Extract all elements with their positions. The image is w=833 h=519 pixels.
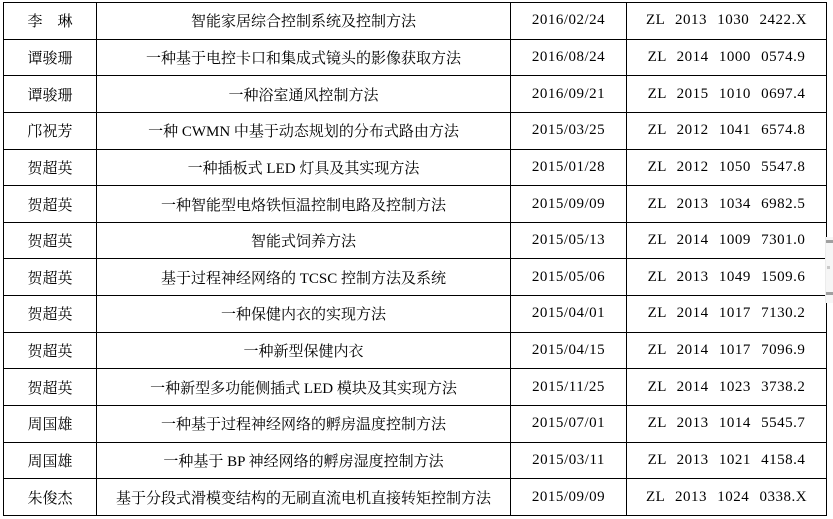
patent-number-cell: ZL 2013 1021 4158.4 bbox=[627, 442, 827, 479]
title-cell: 一种基于 BP 神经网络的孵房湿度控制方法 bbox=[97, 442, 511, 479]
title-cell: 一种基于电控卡口和集成式镜头的影像获取方法 bbox=[97, 39, 511, 76]
table-row bbox=[4, 39, 827, 76]
table-row bbox=[4, 332, 827, 369]
patent-number-cell: ZL 2014 1009 7301.0 bbox=[627, 222, 827, 259]
patent-number-cell: ZL 2013 1030 2422.X bbox=[627, 3, 827, 40]
patent-number-cell: ZL 2013 1049 1509.6 bbox=[627, 259, 827, 296]
name-cell: 贺超英 bbox=[4, 369, 97, 406]
patent-number-cell: ZL 2014 1017 7130.2 bbox=[627, 296, 827, 333]
patent-number-cell: ZL 2014 1023 3738.2 bbox=[627, 369, 827, 406]
name-cell: 谭骏珊 bbox=[4, 39, 97, 76]
date-cell: 2016/08/24 bbox=[511, 39, 627, 76]
scrollbar-fragment[interactable] bbox=[825, 237, 833, 303]
title-cell: 一种保健内衣的实现方法 bbox=[97, 296, 511, 333]
date-cell: 2015/05/13 bbox=[511, 222, 627, 259]
title-cell: 智能家居综合控制系统及控制方法 bbox=[97, 3, 511, 40]
title-cell: 一种浴室通风控制方法 bbox=[97, 76, 511, 113]
title-cell: 一种新型多功能侧插式 LED 模块及其实现方法 bbox=[97, 369, 511, 406]
title-cell: 一种 CWMN 中基于动态规划的分布式路由方法 bbox=[97, 112, 511, 149]
patent-number-cell: ZL 2013 1014 5545.7 bbox=[627, 406, 827, 443]
title-cell: 智能式饲养方法 bbox=[97, 222, 511, 259]
name-cell: 贺超英 bbox=[4, 332, 97, 369]
title-cell: 一种新型保健内衣 bbox=[97, 332, 511, 369]
name-cell: 周国雄 bbox=[4, 406, 97, 443]
scrollbar-tick-bottom-icon bbox=[826, 292, 833, 295]
table-row bbox=[4, 76, 827, 113]
title-cell: 一种智能型电烙铁恒温控制电路及控制方法 bbox=[97, 186, 511, 223]
date-cell: 2015/11/25 bbox=[511, 369, 627, 406]
name-cell: 贺超英 bbox=[4, 222, 97, 259]
date-cell: 2015/01/28 bbox=[511, 149, 627, 186]
table-row bbox=[4, 406, 827, 443]
name-cell: 贺超英 bbox=[4, 296, 97, 333]
patent-number-cell: ZL 2015 1010 0697.4 bbox=[627, 76, 827, 113]
date-cell: 2015/07/01 bbox=[511, 406, 627, 443]
table-row bbox=[4, 112, 827, 149]
name-cell: 贺超英 bbox=[4, 186, 97, 223]
patent-table bbox=[3, 2, 827, 516]
date-cell: 2015/04/15 bbox=[511, 332, 627, 369]
patent-number-cell: ZL 2012 1050 5547.8 bbox=[627, 149, 827, 186]
patent-table-body bbox=[4, 3, 827, 516]
scrollbar-tick-top-icon bbox=[826, 240, 833, 243]
name-cell: 李 琳 bbox=[4, 3, 97, 40]
date-cell: 2016/09/21 bbox=[511, 76, 627, 113]
table-row bbox=[4, 3, 827, 40]
date-cell: 2015/04/01 bbox=[511, 296, 627, 333]
table-row bbox=[4, 442, 827, 479]
table-row bbox=[4, 222, 827, 259]
table-row bbox=[4, 259, 827, 296]
title-cell: 基于过程神经网络的 TCSC 控制方法及系统 bbox=[97, 259, 511, 296]
table-row bbox=[4, 479, 827, 516]
patent-number-cell: ZL 2013 1034 6982.5 bbox=[627, 186, 827, 223]
date-cell: 2015/09/09 bbox=[511, 479, 627, 516]
name-cell: 邝祝芳 bbox=[4, 112, 97, 149]
name-cell: 贺超英 bbox=[4, 259, 97, 296]
table-row bbox=[4, 369, 827, 406]
date-cell: 2015/03/25 bbox=[511, 112, 627, 149]
date-cell: 2015/03/11 bbox=[511, 442, 627, 479]
patent-number-cell: ZL 2013 1024 0338.X bbox=[627, 479, 827, 516]
table-row bbox=[4, 186, 827, 223]
patent-number-cell: ZL 2012 1041 6574.8 bbox=[627, 112, 827, 149]
title-cell: 一种基于过程神经网络的孵房温度控制方法 bbox=[97, 406, 511, 443]
name-cell: 朱俊杰 bbox=[4, 479, 97, 516]
patent-number-cell: ZL 2014 1017 7096.9 bbox=[627, 332, 827, 369]
table-row bbox=[4, 296, 827, 333]
date-cell: 2015/09/09 bbox=[511, 186, 627, 223]
title-cell: 一种插板式 LED 灯具及其实现方法 bbox=[97, 149, 511, 186]
title-cell: 基于分段式滑模变结构的无刷直流电机直接转矩控制方法 bbox=[97, 479, 511, 516]
name-cell: 谭骏珊 bbox=[4, 76, 97, 113]
scrollbar-dot-icon bbox=[827, 266, 830, 269]
name-cell: 贺超英 bbox=[4, 149, 97, 186]
name-cell: 周国雄 bbox=[4, 442, 97, 479]
date-cell: 2016/02/24 bbox=[511, 3, 627, 40]
patent-number-cell: ZL 2014 1000 0574.9 bbox=[627, 39, 827, 76]
date-cell: 2015/05/06 bbox=[511, 259, 627, 296]
table-row bbox=[4, 149, 827, 186]
